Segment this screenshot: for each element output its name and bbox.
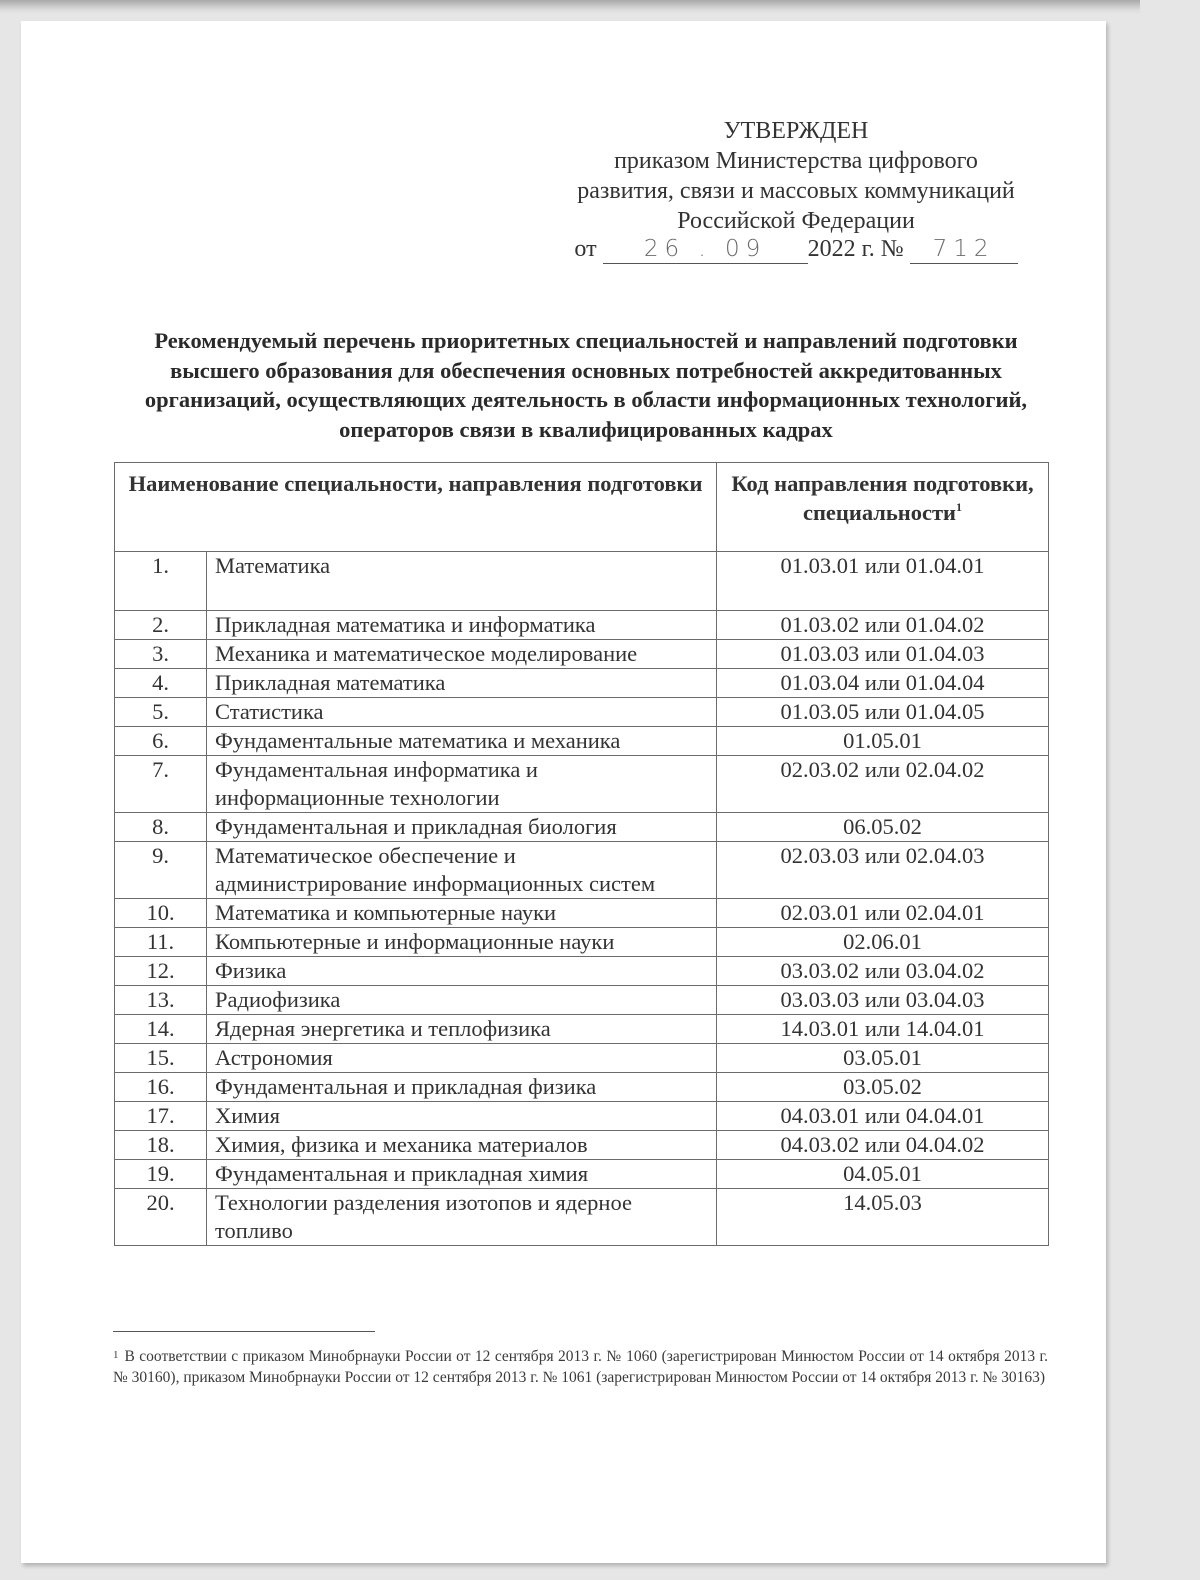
table-row	[115, 640, 1049, 669]
row-name: Компьютерные и информационные науки	[207, 928, 717, 957]
row-number: 3.	[115, 640, 207, 669]
row-code: 04.03.01 или 04.04.01	[717, 1102, 1049, 1131]
table-row	[115, 1073, 1049, 1102]
handwritten-order-number: 712	[910, 237, 1018, 264]
row-code: 02.03.01 или 02.04.01	[717, 899, 1049, 928]
row-number: 2.	[115, 611, 207, 640]
row-number: 16.	[115, 1073, 207, 1102]
row-name: Фундаментальная и прикладная химия	[207, 1160, 717, 1189]
row-number: 19.	[115, 1160, 207, 1189]
header-code: Код направления подготовки, специальности$^1$	[717, 463, 1049, 552]
row-code: 01.03.03 или 01.04.03	[717, 640, 1049, 669]
row-name: Радиофизика	[207, 986, 717, 1015]
table-row	[115, 669, 1049, 698]
table-row	[115, 957, 1049, 986]
table-header-row	[115, 463, 1049, 552]
row-code: 06.05.02	[717, 813, 1049, 842]
table-row	[115, 727, 1049, 756]
row-code: 01.03.01 или 01.04.01	[717, 552, 1049, 611]
row-code: 01.03.02 или 01.04.02	[717, 611, 1049, 640]
handwritten-date: 26 . 09	[603, 237, 808, 264]
row-name: Физика	[207, 957, 717, 986]
row-number: 11.	[115, 928, 207, 957]
table-row	[115, 928, 1049, 957]
row-number: 6.	[115, 727, 207, 756]
table-row	[115, 611, 1049, 640]
row-name: Фундаментальная и прикладная физика	[207, 1073, 717, 1102]
row-number: 20.	[115, 1189, 207, 1246]
row-number: 17.	[115, 1102, 207, 1131]
row-name: Ядерная энергетика и теплофизика	[207, 1015, 717, 1044]
table-row	[115, 813, 1049, 842]
document-title: Рекомендуемый перечень приоритетных специальностей и направлений подготовки высшего образования для обеспечения основных потребностей аккредитованных организаций, осуществляющих деятельность в области информационных технологий, операторов связи в квалифицированных кадрах	[144, 328, 1028, 442]
row-code: 14.03.01 или 14.04.01	[717, 1015, 1049, 1044]
row-number: 14.	[115, 1015, 207, 1044]
row-name: Статистика	[207, 698, 717, 727]
row-code: 03.03.03 или 03.04.03	[717, 986, 1049, 1015]
viewer-top-shadow	[0, 0, 1140, 14]
table-row	[115, 986, 1049, 1015]
row-code: 03.05.01	[717, 1044, 1049, 1073]
row-name: Прикладная математика	[207, 669, 717, 698]
footnote-text: В соответствии с приказом Минобрнауки России от 12 сентября 2013 г. № 1060 (зарегистрирован Минюстом России от 14 октября 2013 г. № 30160), приказом Минобрнауки России от 12 сентября 2013 г. № 1061 (зарегистрирован Минюстом России от 14 октября 2013 г. № 30163)	[113, 1348, 1048, 1386]
row-name: Химия	[207, 1102, 717, 1131]
row-number: 15.	[115, 1044, 207, 1073]
table-row	[115, 1102, 1049, 1131]
row-code: 02.03.03 или 02.04.03	[717, 842, 1049, 899]
year-text: 2022 г. №	[807, 236, 904, 262]
footnote-mark: 1	[956, 500, 963, 514]
table-row	[115, 552, 1049, 611]
row-name: Астрономия	[207, 1044, 717, 1073]
date-prefix: от	[574, 236, 597, 262]
specialties-table	[114, 462, 1049, 1246]
row-name: Технологии разделения изотопов и ядерное топливо	[207, 1189, 717, 1246]
row-code: 03.05.02	[717, 1073, 1049, 1102]
table-row	[115, 1189, 1049, 1246]
row-name: Математическое обеспечение и администрирование информационных систем	[207, 842, 717, 899]
row-number: 10.	[115, 899, 207, 928]
approval-date-line	[551, 234, 1041, 264]
row-code: 02.06.01	[717, 928, 1049, 957]
row-name: Химия, физика и механика материалов	[207, 1131, 717, 1160]
row-number: 9.	[115, 842, 207, 899]
row-code: 14.05.03	[717, 1189, 1049, 1246]
row-name: Фундаментальная и прикладная биология	[207, 813, 717, 842]
row-name: Прикладная математика и информатика	[207, 611, 717, 640]
row-number: 12.	[115, 957, 207, 986]
footnote	[113, 1346, 1048, 1388]
row-number: 13.	[115, 986, 207, 1015]
table-row	[115, 1131, 1049, 1160]
row-code: 01.03.05 или 01.04.05	[717, 698, 1049, 727]
table-row	[115, 1160, 1049, 1189]
row-name: Фундаментальная информатика и информационные технологии	[207, 756, 717, 813]
row-name: Механика и математическое моделирование	[207, 640, 717, 669]
row-code: 04.05.01	[717, 1160, 1049, 1189]
row-code: 02.03.02 или 02.04.02	[717, 756, 1049, 813]
footnote-number: 1	[113, 1349, 119, 1361]
approval-line-3: Российской Федерации	[677, 208, 915, 234]
row-number: 8.	[115, 813, 207, 842]
table-row	[115, 698, 1049, 727]
row-code: 03.03.02 или 03.04.02	[717, 957, 1049, 986]
table-row	[115, 1044, 1049, 1073]
row-number: 7.	[115, 756, 207, 813]
row-code: 04.03.02 или 04.04.02	[717, 1131, 1049, 1160]
header-name: Наименование специальности, направления подготовки	[115, 463, 717, 552]
row-number: 4.	[115, 669, 207, 698]
document-page	[21, 21, 1106, 1563]
row-name: Математика	[207, 552, 717, 611]
approval-line-2: развития, связи и массовых коммуникаций	[577, 178, 1015, 204]
table-row	[115, 756, 1049, 813]
row-number: 5.	[115, 698, 207, 727]
table-row	[115, 899, 1049, 928]
row-number: 1.	[115, 552, 207, 611]
approval-stamp	[551, 116, 1041, 264]
row-code: 01.03.04 или 01.04.04	[717, 669, 1049, 698]
row-name: Математика и компьютерные науки	[207, 899, 717, 928]
table-row	[115, 842, 1049, 899]
approval-line-1: приказом Министерства цифрового	[614, 148, 978, 174]
approval-heading: УТВЕРЖДЕН	[723, 118, 869, 144]
row-number: 18.	[115, 1131, 207, 1160]
footnote-separator	[113, 1331, 375, 1332]
row-name: Фундаментальные математика и механика	[207, 727, 717, 756]
table-row	[115, 1015, 1049, 1044]
row-code: 01.05.01	[717, 727, 1049, 756]
